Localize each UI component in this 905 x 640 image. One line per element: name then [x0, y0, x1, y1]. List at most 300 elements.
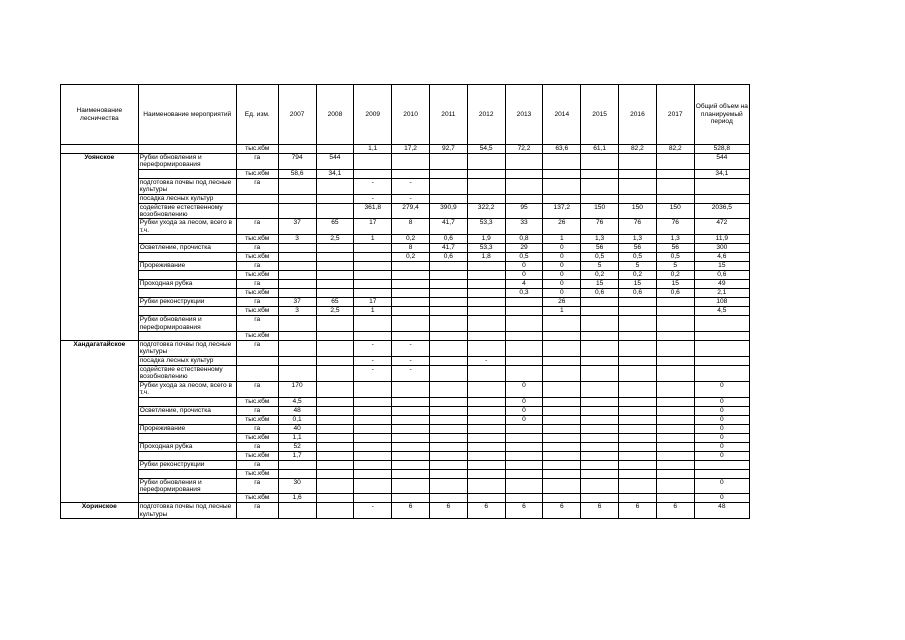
year-value-cell: 0,6	[429, 253, 467, 262]
year-value-cell	[429, 442, 467, 451]
year-value-cell	[354, 494, 392, 503]
year-value-cell	[467, 397, 505, 406]
unit-cell: тыс.кбм	[236, 289, 278, 298]
year-value-cell	[467, 332, 505, 341]
year-value-cell: 0	[543, 280, 581, 289]
year-value-cell	[392, 424, 430, 433]
header-activity: Наименование мероприятий	[138, 85, 236, 145]
year-value-cell	[467, 194, 505, 203]
total-value-cell: 108	[694, 298, 749, 307]
table-row	[61, 219, 750, 235]
year-value-cell	[278, 203, 316, 219]
table-row	[61, 145, 750, 154]
year-value-cell	[354, 289, 392, 298]
year-value-cell	[619, 178, 657, 194]
table-row	[61, 298, 750, 307]
unit-cell: тыс.кбм	[236, 397, 278, 406]
total-value-cell: 2,1	[694, 289, 749, 298]
year-value-cell	[543, 494, 581, 503]
year-value-cell: -	[467, 356, 505, 365]
year-value-cell: -	[392, 341, 430, 357]
unit-cell: га	[236, 219, 278, 235]
year-value-cell: 6	[467, 503, 505, 519]
unit-cell: га	[236, 244, 278, 253]
year-value-cell: 82,2	[656, 145, 694, 154]
total-value-cell: 0	[694, 494, 749, 503]
year-value-cell: 76	[619, 219, 657, 235]
year-value-cell: 29	[505, 244, 543, 253]
unit-cell: тыс.кбм	[236, 169, 278, 178]
total-value-cell: 0	[694, 406, 749, 415]
year-value-cell: 37	[278, 219, 316, 235]
total-value-cell: 4,6	[694, 253, 749, 262]
year-value-cell	[467, 289, 505, 298]
year-value-cell	[316, 356, 354, 365]
unit-cell: га	[236, 316, 278, 332]
year-value-cell	[316, 289, 354, 298]
unit-cell: тыс.кбм	[236, 415, 278, 424]
activity-cell: Рубки реконструкции	[138, 298, 236, 307]
header-forestry: Наименование лесничества	[61, 85, 139, 145]
total-value-cell: 472	[694, 219, 749, 235]
year-value-cell: 0	[543, 262, 581, 271]
year-value-cell	[505, 307, 543, 316]
year-value-cell	[429, 169, 467, 178]
year-value-cell	[467, 262, 505, 271]
year-value-cell	[505, 316, 543, 332]
year-value-cell	[354, 433, 392, 442]
year-value-cell: 53,3	[467, 219, 505, 235]
year-value-cell	[392, 316, 430, 332]
year-value-cell: 6	[656, 503, 694, 519]
total-value-cell: 11,9	[694, 235, 749, 244]
year-value-cell	[354, 262, 392, 271]
year-value-cell	[392, 442, 430, 451]
year-value-cell	[581, 406, 619, 415]
activity-cell	[138, 469, 236, 478]
year-value-cell	[619, 460, 657, 469]
table-row	[61, 424, 750, 433]
year-value-cell	[505, 332, 543, 341]
year-value-cell	[429, 307, 467, 316]
table-row	[61, 169, 750, 178]
year-value-cell	[656, 307, 694, 316]
year-value-cell	[656, 469, 694, 478]
year-value-cell: 150	[656, 203, 694, 219]
year-value-cell	[278, 503, 316, 519]
year-value-cell	[656, 460, 694, 469]
table-row	[61, 397, 750, 406]
year-value-cell	[429, 341, 467, 357]
year-value-cell: 390,9	[429, 203, 467, 219]
year-value-cell: 0	[505, 262, 543, 271]
year-value-cell: 0,8	[505, 235, 543, 244]
year-value-cell	[392, 298, 430, 307]
year-value-cell: 26	[543, 219, 581, 235]
year-value-cell	[505, 194, 543, 203]
year-value-cell	[619, 494, 657, 503]
year-value-cell: 1	[354, 235, 392, 244]
year-value-cell: 1,1	[354, 145, 392, 154]
year-value-cell	[354, 451, 392, 460]
table-row	[61, 316, 750, 332]
year-value-cell	[392, 478, 430, 494]
year-value-cell	[467, 316, 505, 332]
year-value-cell: 0,6	[656, 289, 694, 298]
year-value-cell: 92,7	[429, 145, 467, 154]
year-value-cell	[656, 178, 694, 194]
year-value-cell	[316, 503, 354, 519]
year-value-cell	[316, 365, 354, 381]
year-value-cell	[278, 365, 316, 381]
year-value-cell: 0	[543, 289, 581, 298]
year-value-cell: -	[354, 365, 392, 381]
total-value-cell: 0	[694, 478, 749, 494]
year-value-cell	[505, 460, 543, 469]
table-header	[61, 85, 750, 145]
year-value-cell	[467, 298, 505, 307]
total-value-cell	[694, 469, 749, 478]
year-value-cell	[392, 154, 430, 170]
year-value-cell	[619, 381, 657, 397]
year-value-cell	[278, 356, 316, 365]
year-value-cell	[581, 332, 619, 341]
year-value-cell	[505, 478, 543, 494]
year-value-cell: 0	[505, 415, 543, 424]
year-value-cell	[656, 365, 694, 381]
table-row	[61, 406, 750, 415]
year-value-cell	[354, 415, 392, 424]
year-value-cell	[429, 289, 467, 298]
year-value-cell: 95	[505, 203, 543, 219]
year-value-cell	[354, 169, 392, 178]
year-value-cell	[656, 316, 694, 332]
year-value-cell: 3	[278, 235, 316, 244]
year-value-cell: 794	[278, 154, 316, 170]
year-value-cell	[581, 365, 619, 381]
year-value-cell	[429, 262, 467, 271]
year-value-cell	[316, 332, 354, 341]
total-value-cell: 48	[694, 503, 749, 519]
year-value-cell: 0,5	[656, 253, 694, 262]
activity-cell: Прореживание	[138, 262, 236, 271]
year-value-cell: 52	[278, 442, 316, 451]
year-value-cell	[354, 460, 392, 469]
unit-cell: тыс.кбм	[236, 145, 278, 154]
year-value-cell	[543, 424, 581, 433]
year-value-cell: 1,9	[467, 235, 505, 244]
year-value-cell	[354, 478, 392, 494]
table-row	[61, 262, 750, 271]
year-value-cell: 53,3	[467, 244, 505, 253]
table-row	[61, 178, 750, 194]
year-value-cell	[656, 424, 694, 433]
year-value-cell	[505, 433, 543, 442]
activity-cell: подготовка почвы под лесные культуры	[138, 178, 236, 194]
year-value-cell	[656, 298, 694, 307]
year-value-cell: -	[354, 194, 392, 203]
year-value-cell	[316, 478, 354, 494]
year-value-cell: 1,3	[619, 235, 657, 244]
year-value-cell	[581, 316, 619, 332]
year-value-cell	[467, 494, 505, 503]
year-value-cell	[316, 406, 354, 415]
year-value-cell	[543, 406, 581, 415]
year-value-cell	[316, 460, 354, 469]
unit-cell: тыс.кбм	[236, 307, 278, 316]
year-value-cell: 0,5	[619, 253, 657, 262]
year-value-cell: 0,2	[619, 271, 657, 280]
year-value-cell	[278, 271, 316, 280]
total-value-cell: 0	[694, 415, 749, 424]
unit-cell	[236, 194, 278, 203]
year-value-cell	[429, 433, 467, 442]
unit-cell: га	[236, 478, 278, 494]
year-value-cell	[429, 332, 467, 341]
year-value-cell	[316, 397, 354, 406]
year-value-cell	[392, 460, 430, 469]
year-value-cell	[505, 356, 543, 365]
total-value-cell: 0	[694, 433, 749, 442]
activity-cell: посадка лесных культур	[138, 194, 236, 203]
year-value-cell	[467, 341, 505, 357]
total-value-cell	[694, 460, 749, 469]
table-row	[61, 341, 750, 357]
unit-cell: тыс.кбм	[236, 433, 278, 442]
year-value-cell: 0,3	[505, 289, 543, 298]
unit-cell: га	[236, 154, 278, 170]
year-value-cell	[581, 298, 619, 307]
year-value-cell	[656, 406, 694, 415]
year-value-cell	[278, 178, 316, 194]
year-value-cell	[467, 478, 505, 494]
activity-cell	[138, 235, 236, 244]
year-value-cell	[619, 332, 657, 341]
year-value-cell	[619, 298, 657, 307]
year-value-cell: 322,2	[467, 203, 505, 219]
year-value-cell: 279,4	[392, 203, 430, 219]
year-value-cell	[656, 397, 694, 406]
header-year: 2008	[316, 85, 354, 145]
activity-cell: Осветление, прочистка	[138, 244, 236, 253]
table-row	[61, 494, 750, 503]
table-row	[61, 433, 750, 442]
year-value-cell	[505, 341, 543, 357]
year-value-cell	[619, 478, 657, 494]
year-value-cell	[656, 154, 694, 170]
year-value-cell: -	[354, 356, 392, 365]
year-value-cell	[619, 169, 657, 178]
year-value-cell	[619, 341, 657, 357]
year-value-cell	[619, 415, 657, 424]
year-value-cell	[581, 178, 619, 194]
year-value-cell	[392, 451, 430, 460]
year-value-cell: 6	[505, 503, 543, 519]
total-value-cell: 2036,5	[694, 203, 749, 219]
year-value-cell	[392, 262, 430, 271]
header-year: 2012	[467, 85, 505, 145]
total-value-cell: 300	[694, 244, 749, 253]
total-value-cell: 0	[694, 451, 749, 460]
table-row	[61, 442, 750, 451]
activity-cell: содействие естественному возобновлению	[138, 203, 236, 219]
year-value-cell	[505, 494, 543, 503]
year-value-cell	[467, 406, 505, 415]
year-value-cell	[656, 478, 694, 494]
year-value-cell	[278, 244, 316, 253]
year-value-cell: 0,5	[505, 253, 543, 262]
activity-cell	[138, 415, 236, 424]
year-value-cell	[316, 145, 354, 154]
year-value-cell	[354, 332, 392, 341]
year-value-cell: 76	[656, 219, 694, 235]
activity-cell	[138, 253, 236, 262]
year-value-cell: 41,7	[429, 244, 467, 253]
unit-cell: га	[236, 503, 278, 519]
year-value-cell: 1,6	[278, 494, 316, 503]
header-year: 2010	[392, 85, 430, 145]
year-value-cell	[505, 154, 543, 170]
year-value-cell	[392, 307, 430, 316]
activity-cell: Рубки обновления и переформирования	[138, 154, 236, 170]
unit-cell: га	[236, 298, 278, 307]
year-value-cell: -	[354, 503, 392, 519]
year-value-cell	[278, 289, 316, 298]
year-value-cell	[543, 332, 581, 341]
year-value-cell: 0,2	[392, 235, 430, 244]
year-value-cell	[354, 316, 392, 332]
year-value-cell: 6	[619, 503, 657, 519]
year-value-cell	[316, 244, 354, 253]
year-value-cell	[354, 397, 392, 406]
year-value-cell	[619, 154, 657, 170]
year-value-cell	[316, 433, 354, 442]
table-row	[61, 478, 750, 494]
year-value-cell	[467, 442, 505, 451]
table-row	[61, 332, 750, 341]
total-value-cell	[694, 365, 749, 381]
year-value-cell	[316, 341, 354, 357]
year-value-cell	[467, 460, 505, 469]
activity-cell	[138, 289, 236, 298]
year-value-cell	[429, 424, 467, 433]
year-value-cell	[581, 469, 619, 478]
year-value-cell: 17,2	[392, 145, 430, 154]
year-value-cell: -	[354, 341, 392, 357]
total-value-cell: 0	[694, 381, 749, 397]
year-value-cell	[316, 469, 354, 478]
year-value-cell: 8	[392, 244, 430, 253]
year-value-cell	[392, 469, 430, 478]
year-value-cell: 2,5	[316, 307, 354, 316]
activity-cell	[138, 145, 236, 154]
activity-cell: Рубки ухода за лесом, всего в т.ч.	[138, 219, 236, 235]
year-value-cell	[429, 365, 467, 381]
year-value-cell	[543, 433, 581, 442]
year-value-cell	[429, 397, 467, 406]
year-value-cell	[581, 460, 619, 469]
year-value-cell	[392, 494, 430, 503]
unit-cell: га	[236, 424, 278, 433]
unit-cell: тыс.кбм	[236, 235, 278, 244]
year-value-cell	[316, 203, 354, 219]
activity-cell: содействие естественному возобновлению	[138, 365, 236, 381]
year-value-cell	[581, 169, 619, 178]
year-value-cell: -	[392, 365, 430, 381]
year-value-cell	[316, 194, 354, 203]
table-row	[61, 460, 750, 469]
year-value-cell: 48	[278, 406, 316, 415]
year-value-cell	[354, 442, 392, 451]
year-value-cell	[543, 460, 581, 469]
forestry-name-cell: Хандагатайское	[61, 341, 139, 503]
year-value-cell	[543, 341, 581, 357]
unit-cell: тыс.кбм	[236, 451, 278, 460]
unit-cell: тыс.кбм	[236, 469, 278, 478]
year-value-cell	[429, 154, 467, 170]
year-value-cell: -	[392, 194, 430, 203]
year-value-cell	[316, 253, 354, 262]
year-value-cell	[656, 194, 694, 203]
year-value-cell	[278, 253, 316, 262]
year-value-cell	[581, 442, 619, 451]
year-value-cell	[656, 451, 694, 460]
year-value-cell	[354, 424, 392, 433]
year-value-cell: 6	[581, 503, 619, 519]
activity-cell: подготовка почвы под лесные культуры	[138, 341, 236, 357]
activity-cell	[138, 433, 236, 442]
year-value-cell	[543, 415, 581, 424]
year-value-cell	[581, 356, 619, 365]
year-value-cell	[581, 478, 619, 494]
year-value-cell: 17	[354, 298, 392, 307]
year-value-cell	[467, 280, 505, 289]
year-value-cell	[467, 365, 505, 381]
year-value-cell	[581, 194, 619, 203]
unit-cell: га	[236, 460, 278, 469]
year-value-cell	[354, 154, 392, 170]
year-value-cell: 544	[316, 154, 354, 170]
year-value-cell: 0,6	[581, 289, 619, 298]
year-value-cell	[656, 494, 694, 503]
year-value-cell	[392, 397, 430, 406]
year-value-cell: 0,5	[581, 253, 619, 262]
year-value-cell	[656, 433, 694, 442]
activity-cell	[138, 169, 236, 178]
year-value-cell: 0,2	[581, 271, 619, 280]
year-value-cell	[429, 194, 467, 203]
year-value-cell	[543, 178, 581, 194]
year-value-cell	[467, 433, 505, 442]
year-value-cell	[429, 178, 467, 194]
year-value-cell	[505, 442, 543, 451]
activity-cell: Осветление, прочистка	[138, 406, 236, 415]
table-body	[61, 145, 750, 519]
total-value-cell: 0	[694, 397, 749, 406]
year-value-cell	[278, 460, 316, 469]
year-value-cell: 0	[543, 244, 581, 253]
year-value-cell: 4,5	[278, 397, 316, 406]
year-value-cell	[316, 262, 354, 271]
year-value-cell: -	[392, 178, 430, 194]
year-value-cell	[505, 169, 543, 178]
year-value-cell	[316, 178, 354, 194]
total-value-cell	[694, 332, 749, 341]
forestry-name-cell: Уоянское	[61, 154, 139, 341]
header-year: 2014	[543, 85, 581, 145]
year-value-cell	[429, 316, 467, 332]
activity-cell: Прореживание	[138, 424, 236, 433]
